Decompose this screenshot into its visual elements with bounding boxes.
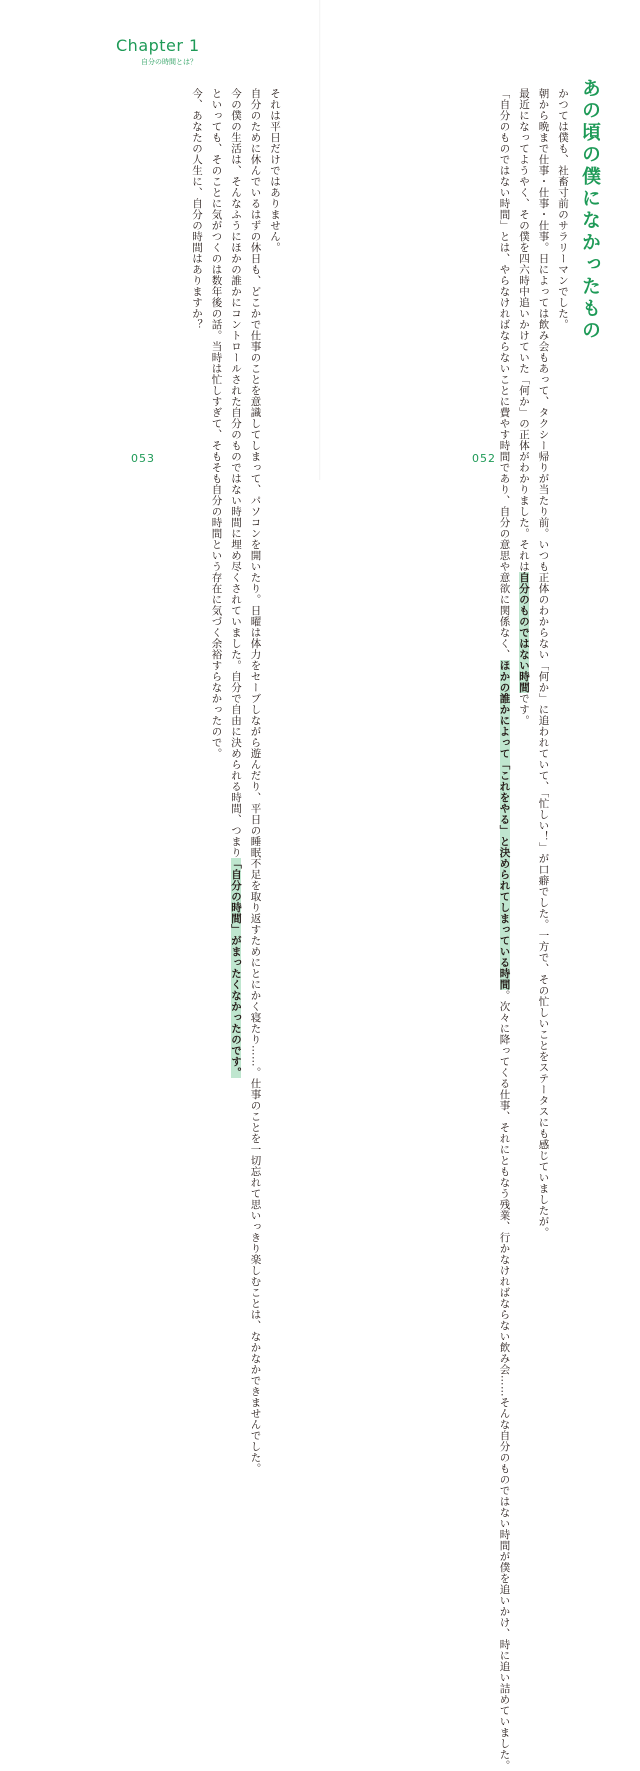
highlight-own-time: 「自分の時間」がまったくなかったのです。 <box>230 858 242 1078</box>
page-number-left: 053 <box>131 452 155 465</box>
right-paragraph-2: 朝から晩まで仕事・仕事・仕事。日によっては飲み会もあって、タクシー帰りが当たり前。いつも正体のわからない「何か」に追われていて、「忙しい！」が口癖でした。一方で、その忙しいことをステータスにも感じていましたが。 <box>537 88 550 1238</box>
left-paragraph-3: 今の僕の生活は、そんなふうにほかの誰かにコントロールされた自分のものではない時間に埋め尽くされていました。自分で自由に決められる時間、つまり「自分の時間」がまったくなかったのです。 <box>230 88 242 1078</box>
left-paragraph-1: それは平日だけではありません。 <box>269 88 281 253</box>
chapter-title: Chapter 1 <box>116 36 200 55</box>
left-paragraph-5: 今、あなたの人生に、自分の時間はありますか？ <box>191 88 203 330</box>
page-number-right: 052 <box>472 452 496 465</box>
right-page <box>320 0 640 1771</box>
chapter-subtitle: 自分の時間とは？ <box>141 58 197 66</box>
right-paragraph-4: 「自分のものではない時間」とは、やらなければならないことに費やす時間であり、自分の意思や意欲に関係なく、ほかの誰かによって「これをやる」と決められてしまっている時間。次々に降ってくる仕事、それにともなう残業、行かなければならない飲み会……そんな自分のものではない時間が僕を追いかけ、時に追い詰めていました。 <box>498 88 511 1771</box>
section-heading: あの頃の僕になかったもの <box>579 78 601 342</box>
left-paragraph-4: といっても、そのことに気がつくのは数年後の話。当時は忙しすぎて、そもそも自分の時間という存在に気づく余裕すらなかったので。 <box>210 88 223 759</box>
right-paragraph-1: かつては僕も、社畜寸前のサラリーマンでした。 <box>557 88 569 330</box>
left-page <box>0 0 320 1474</box>
right-paragraph-3: 最近になってようやく、その僕を四六時中追いかけていた「何か」の正体がわかりました。それは自分のものではない時間です。 <box>518 88 530 726</box>
left-paragraph-2: 自分のために休んでいるはずの休日も、どこかで仕事のことを意識してしまって、パソコンを開いたり。日曜は体力をセーブしながら遊んだり、平日の睡眠不足を取り返すためにとにかく寝たり……。仕事のことを一切忘れて思いっきり楽しむことは、なかなかできませんでした。 <box>249 88 262 1474</box>
highlight-decided-by-others: ほかの誰かによって「これをやる」と決められてしまっている時間 <box>498 660 511 990</box>
highlight-not-own-time: 自分のものではない時間 <box>518 572 530 693</box>
